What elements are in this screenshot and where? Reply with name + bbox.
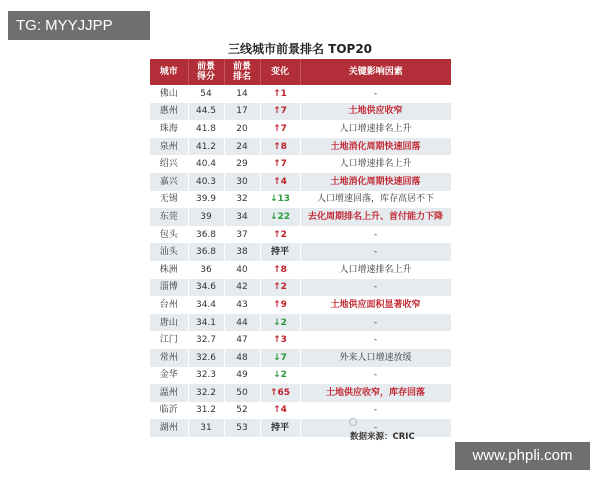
change-cell: ↑7 xyxy=(260,155,300,173)
change-cell: ↑8 xyxy=(260,261,300,279)
city-cell: 江门 xyxy=(150,331,188,349)
change-cell: ↑4 xyxy=(260,402,300,420)
factor-cell: 人口增速排名上升 xyxy=(300,261,451,279)
rank-cell: 38 xyxy=(224,243,260,261)
factor-cell: 外来人口增速放缓 xyxy=(300,349,451,367)
score-cell: 41.8 xyxy=(188,120,224,138)
score-cell: 31 xyxy=(188,419,224,437)
factor-cell: - xyxy=(300,243,451,261)
score-cell: 41.2 xyxy=(188,138,224,156)
column-header: 变化 xyxy=(260,59,300,85)
change-cell: 持平 xyxy=(260,243,300,261)
factor-cell: 去化周期排名上升、首付能力下降 xyxy=(300,208,451,226)
change-cell: 持平 xyxy=(260,419,300,437)
rank-cell: 29 xyxy=(224,155,260,173)
rank-cell: 34 xyxy=(224,208,260,226)
table-row xyxy=(150,191,451,209)
change-cell: ↑7 xyxy=(260,120,300,138)
rank-cell: 43 xyxy=(224,296,260,314)
change-cell: ↓13 xyxy=(260,191,300,209)
change-cell: ↑2 xyxy=(260,279,300,297)
table-row xyxy=(150,138,451,156)
rank-cell: 30 xyxy=(224,173,260,191)
city-cell: 温州 xyxy=(150,384,188,402)
table-row xyxy=(150,85,451,103)
score-cell: 32.3 xyxy=(188,367,224,385)
factor-cell: 土地消化周期快速回落 xyxy=(300,138,451,156)
city-cell: 东莞 xyxy=(150,208,188,226)
rank-cell: 42 xyxy=(224,279,260,297)
factor-cell: - xyxy=(300,85,451,103)
table-row xyxy=(150,173,451,191)
change-cell: ↑65 xyxy=(260,384,300,402)
city-cell: 汕头 xyxy=(150,243,188,261)
rank-cell: 48 xyxy=(224,349,260,367)
rank-cell: 52 xyxy=(224,402,260,420)
wechat-watermark xyxy=(349,418,449,429)
table-row xyxy=(150,349,451,367)
city-cell: 台州 xyxy=(150,296,188,314)
score-cell: 54 xyxy=(188,85,224,103)
city-cell: 嘉兴 xyxy=(150,173,188,191)
table-row xyxy=(150,384,451,402)
factor-cell: 土地供应面积显著收窄 xyxy=(300,296,451,314)
city-cell: 金华 xyxy=(150,367,188,385)
change-cell: ↑7 xyxy=(260,103,300,121)
change-cell: ↓7 xyxy=(260,349,300,367)
table-row xyxy=(150,279,451,297)
table-row xyxy=(150,155,451,173)
change-cell: ↑2 xyxy=(260,226,300,244)
factor-cell: - xyxy=(300,279,451,297)
change-cell: ↓2 xyxy=(260,314,300,332)
change-cell: ↓22 xyxy=(260,208,300,226)
column-header: 关键影响因素 xyxy=(300,59,451,85)
rank-cell: 17 xyxy=(224,103,260,121)
rank-cell: 53 xyxy=(224,419,260,437)
city-cell: 泉州 xyxy=(150,138,188,156)
rank-cell: 40 xyxy=(224,261,260,279)
score-cell: 32.7 xyxy=(188,331,224,349)
score-cell: 36 xyxy=(188,261,224,279)
column-header: 前景 排名 xyxy=(224,59,260,85)
score-cell: 39.9 xyxy=(188,191,224,209)
city-cell: 株洲 xyxy=(150,261,188,279)
change-cell: ↑3 xyxy=(260,331,300,349)
score-cell: 36.8 xyxy=(188,226,224,244)
rank-cell: 44 xyxy=(224,314,260,332)
factor-cell: 人口增速排名上升 xyxy=(300,120,451,138)
city-cell: 临沂 xyxy=(150,402,188,420)
city-cell: 惠州 xyxy=(150,103,188,121)
city-cell: 湖州 xyxy=(150,419,188,437)
factor-cell: 人口增速回落，库存高居不下 xyxy=(300,191,451,209)
watermark-top-left: TG: MYYJJPP xyxy=(8,11,150,40)
city-cell: 佛山 xyxy=(150,85,188,103)
rank-cell: 20 xyxy=(224,120,260,138)
factor-cell: - xyxy=(300,419,451,437)
score-cell: 40.4 xyxy=(188,155,224,173)
change-cell: ↑8 xyxy=(260,138,300,156)
city-cell: 珠海 xyxy=(150,120,188,138)
score-cell: 36.8 xyxy=(188,243,224,261)
factor-cell: - xyxy=(300,314,451,332)
factor-cell: 土地供应收窄，库存回落 xyxy=(300,384,451,402)
score-cell: 40.3 xyxy=(188,173,224,191)
score-cell: 34.6 xyxy=(188,279,224,297)
rank-cell: 14 xyxy=(224,85,260,103)
wechat-icon xyxy=(349,418,357,426)
table-row xyxy=(150,367,451,385)
header-row xyxy=(150,59,451,85)
column-header: 前景 得分 xyxy=(188,59,224,85)
table-row xyxy=(150,103,451,121)
factor-cell: 土地供应收窄 xyxy=(300,103,451,121)
score-cell: 34.1 xyxy=(188,314,224,332)
factor-cell: - xyxy=(300,331,451,349)
table-title: 三线城市前景排名 TOP20 xyxy=(227,42,373,56)
table-row xyxy=(150,314,451,332)
change-cell: ↓2 xyxy=(260,367,300,385)
score-cell: 39 xyxy=(188,208,224,226)
watermark-bottom-right: www.phpli.com xyxy=(455,442,590,470)
ranking-table xyxy=(150,59,452,437)
factor-cell: - xyxy=(300,402,451,420)
city-cell: 淄博 xyxy=(150,279,188,297)
rank-cell: 50 xyxy=(224,384,260,402)
rank-cell: 32 xyxy=(224,191,260,209)
score-cell: 32.6 xyxy=(188,349,224,367)
score-cell: 31.2 xyxy=(188,402,224,420)
change-cell: ↑1 xyxy=(260,85,300,103)
score-cell: 32.2 xyxy=(188,384,224,402)
table-row xyxy=(150,331,451,349)
change-cell: ↑4 xyxy=(260,173,300,191)
column-header: 城市 xyxy=(150,59,188,85)
table-row xyxy=(150,296,451,314)
table-row xyxy=(150,402,451,420)
factor-cell: 人口增速排名上升 xyxy=(300,155,451,173)
rank-cell: 49 xyxy=(224,367,260,385)
change-cell: ↑9 xyxy=(260,296,300,314)
city-cell: 包头 xyxy=(150,226,188,244)
table-row xyxy=(150,226,451,244)
factor-cell: - xyxy=(300,367,451,385)
score-cell: 44.5 xyxy=(188,103,224,121)
table-row xyxy=(150,243,451,261)
city-cell: 常州 xyxy=(150,349,188,367)
table-row xyxy=(150,208,451,226)
table-row xyxy=(150,261,451,279)
factor-cell: 土地消化周期快速回落 xyxy=(300,173,451,191)
score-cell: 34.4 xyxy=(188,296,224,314)
factor-cell: - xyxy=(300,226,451,244)
city-cell: 无锡 xyxy=(150,191,188,209)
rank-cell: 37 xyxy=(224,226,260,244)
rank-cell: 24 xyxy=(224,138,260,156)
rank-cell: 47 xyxy=(224,331,260,349)
table-row xyxy=(150,120,451,138)
data-source: 数据来源：CRIC xyxy=(350,432,415,442)
city-cell: 唐山 xyxy=(150,314,188,332)
city-cell: 绍兴 xyxy=(150,155,188,173)
table-body xyxy=(150,85,451,437)
